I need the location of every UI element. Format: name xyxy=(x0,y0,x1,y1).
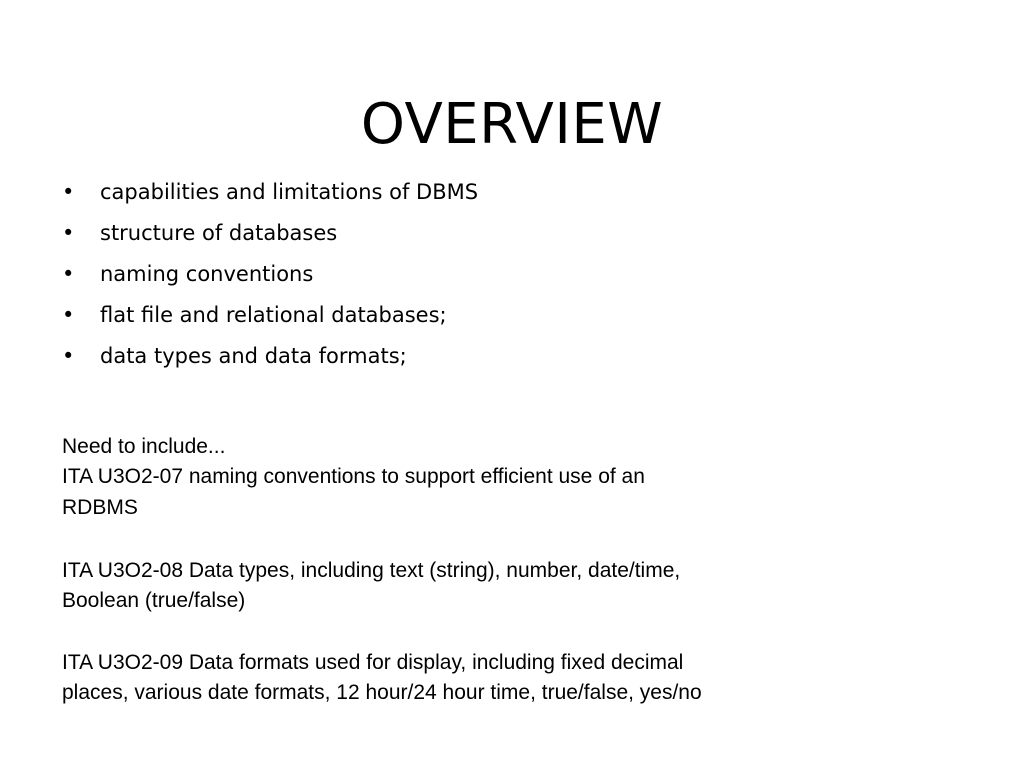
bullet-list xyxy=(60,182,960,387)
list-item xyxy=(60,305,960,346)
notes-line: Need to include... xyxy=(62,435,226,458)
list-item xyxy=(60,182,960,223)
list-item-label: flat file and relational databases; xyxy=(100,303,447,327)
notes-line: places, various date formats, 12 hour/24 hour time, true/false, yes/no xyxy=(62,681,702,705)
list-item-label: data types and data formats; xyxy=(100,344,407,368)
notes-paragraph-1 xyxy=(62,432,962,523)
notes-line: ITA U3O2-08 Data types, including text (string), number, date/time, xyxy=(62,559,681,582)
bullet-icon: • xyxy=(62,344,75,368)
notes-line: Boolean (true/false) xyxy=(62,589,246,613)
notes-line: RDBMS xyxy=(62,495,138,519)
notes-paragraph-2 xyxy=(62,556,962,617)
list-item-label: capabilities and limitations of DBMS xyxy=(100,180,479,204)
list-item xyxy=(60,346,960,387)
bullet-icon: • xyxy=(62,180,75,204)
notes-line: ITA U3O2-09 Data formats used for display, including fixed decimal xyxy=(62,651,684,674)
list-item xyxy=(60,223,960,264)
page-title: OVERVIEW xyxy=(360,91,664,157)
list-item-label: naming conventions xyxy=(100,262,314,286)
bullet-icon: • xyxy=(62,221,75,245)
notes-line: ITA U3O2-07 naming conventions to support efficient use of an xyxy=(62,465,645,489)
notes-paragraph-3 xyxy=(62,648,962,709)
list-item-label: structure of databases xyxy=(100,221,338,245)
bullet-icon: • xyxy=(62,262,75,286)
bullet-icon: • xyxy=(62,303,75,327)
list-item xyxy=(60,264,960,305)
